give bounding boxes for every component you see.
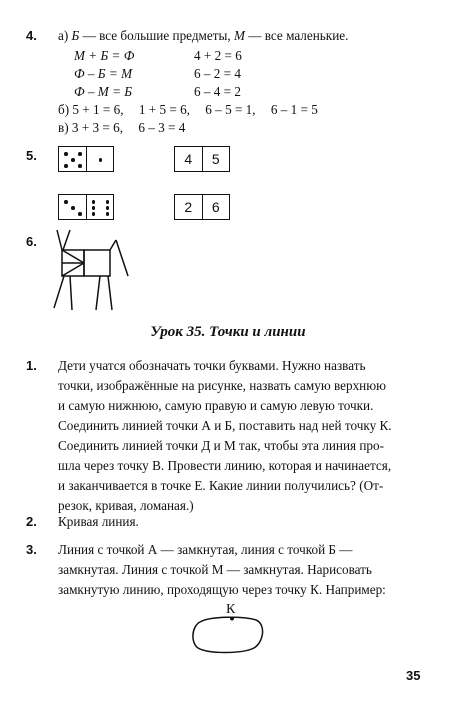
pip [64, 164, 68, 168]
figure-body-box [84, 250, 110, 276]
pip [64, 152, 68, 156]
pip [99, 158, 103, 162]
domino-dots-2 [58, 194, 114, 220]
figure-leg [54, 276, 64, 308]
domino-half-dots [86, 195, 114, 219]
pip [78, 164, 82, 168]
stick-animal-figure [50, 226, 160, 322]
item-1-line: Дети учатся обозначать точки буквами. Нужно назвать [58, 358, 366, 373]
page-number: 35 [406, 668, 421, 683]
pip [92, 212, 96, 216]
var-b: Б [71, 28, 80, 43]
pip [106, 206, 110, 210]
domino-half-dots [59, 195, 86, 219]
equation-letters-3: Ф – М = Б [74, 84, 133, 99]
domino-number-right: 6 [202, 195, 230, 219]
pip [106, 212, 110, 216]
item-1-number: 1. [26, 358, 37, 373]
figure-leg [70, 276, 72, 310]
figure-tail [116, 240, 128, 276]
task-4a-text-1: — все большие предметы, [79, 28, 234, 43]
task-6-number: 6. [26, 234, 37, 249]
item-1-line: точки, изображённые на рисунке, назвать самую верхнюю [58, 378, 386, 393]
domino-numbers-1 [174, 146, 230, 172]
figure-leg [96, 276, 100, 310]
domino-half-one-dot [86, 147, 114, 171]
item-1-line: резок, кривая, ломаная.) [58, 498, 194, 513]
task-5-number: 5. [26, 148, 37, 163]
pip [92, 200, 96, 204]
pip [92, 206, 96, 210]
domino-number-left: 2 [184, 199, 193, 215]
equation-numbers-3: 6 – 4 = 2 [194, 84, 241, 99]
item-1-line: Соединить линией точки Д и М так, чтобы эта линия про- [58, 438, 384, 453]
pip [106, 200, 110, 204]
var-m: М [233, 28, 245, 43]
task-4b-eq-1: б) 5 + 1 = 6, [58, 102, 124, 117]
task-4b-eq-2: 1 + 5 = 6, [138, 102, 190, 117]
figure-line [62, 263, 84, 276]
lesson-title-rest: Точки и линии [205, 324, 306, 340]
figure-tail [110, 240, 116, 250]
lesson-title [0, 322, 456, 342]
equation-letters-1: М + Б = Ф [74, 48, 135, 63]
item-3-line: замкнутую линию, проходящую через точку К. Например: [58, 582, 386, 597]
domino-half-three-dots [59, 147, 86, 171]
task-4a-text-2: — все маленькие. [244, 28, 349, 43]
item-3-number: 3. [26, 542, 37, 557]
lesson-title-prefix: Урок 35. [150, 324, 206, 340]
item-3-line: замкнутая. Линия с точкой М — замкнутая. Нарисовать [58, 562, 372, 577]
pip [71, 206, 75, 210]
closed-curve [193, 617, 263, 652]
item-1-line: и заканчивается в точке Е. Какие линии получились? (От- [58, 478, 384, 493]
item-1-text [58, 356, 428, 516]
figure-line [63, 230, 70, 250]
point-k-label: К [226, 602, 236, 617]
domino-numbers-2 [174, 194, 230, 220]
task-4a-label: а) [58, 28, 69, 43]
item-3-line: Линия с точкой А — замкнутая, линия с точкой Б — [58, 542, 353, 557]
pip [71, 158, 75, 162]
item-3-text [58, 540, 428, 600]
task-4-number: 4. [26, 28, 37, 43]
item-2-text: Кривая линия. [58, 514, 139, 529]
item-1-line: и самую нижнюю, самую правую и самую левую точки. [58, 398, 374, 413]
point-k-dot [230, 617, 234, 621]
task-4b-line [58, 100, 318, 120]
pip [78, 152, 82, 156]
item-1-line: Соединить линией точки А и Б, поставить над ней точку К. [58, 418, 392, 433]
pip [78, 212, 82, 216]
task-4a-statement [58, 26, 348, 46]
figure-line [62, 250, 84, 263]
domino-dots-1 [58, 146, 114, 172]
equation-letters-2: Ф – Б = М [74, 66, 133, 81]
task-4b-eq-4: 6 – 1 = 5 [270, 102, 318, 117]
equation-numbers-2: 6 – 2 = 4 [194, 66, 241, 81]
item-1-line: шла через точку В. Провести линию, которая и начинается, [58, 458, 392, 473]
closed-curve-figure [188, 612, 270, 656]
figure-leg [108, 276, 112, 310]
task-4b-eq-3: 6 – 5 = 1, [205, 102, 256, 117]
task-4v-line [58, 118, 185, 138]
domino-number-right: 5 [202, 147, 230, 171]
task-4v-eq-1: в) 3 + 3 = 6, [58, 120, 124, 135]
equation-numbers-1: 4 + 2 = 6 [194, 48, 242, 63]
figure-line [57, 230, 62, 250]
item-2-number: 2. [26, 514, 37, 529]
pip [64, 200, 68, 204]
domino-number-left: 4 [184, 151, 193, 167]
task-4v-eq-2: 6 – 3 = 4 [138, 120, 186, 135]
